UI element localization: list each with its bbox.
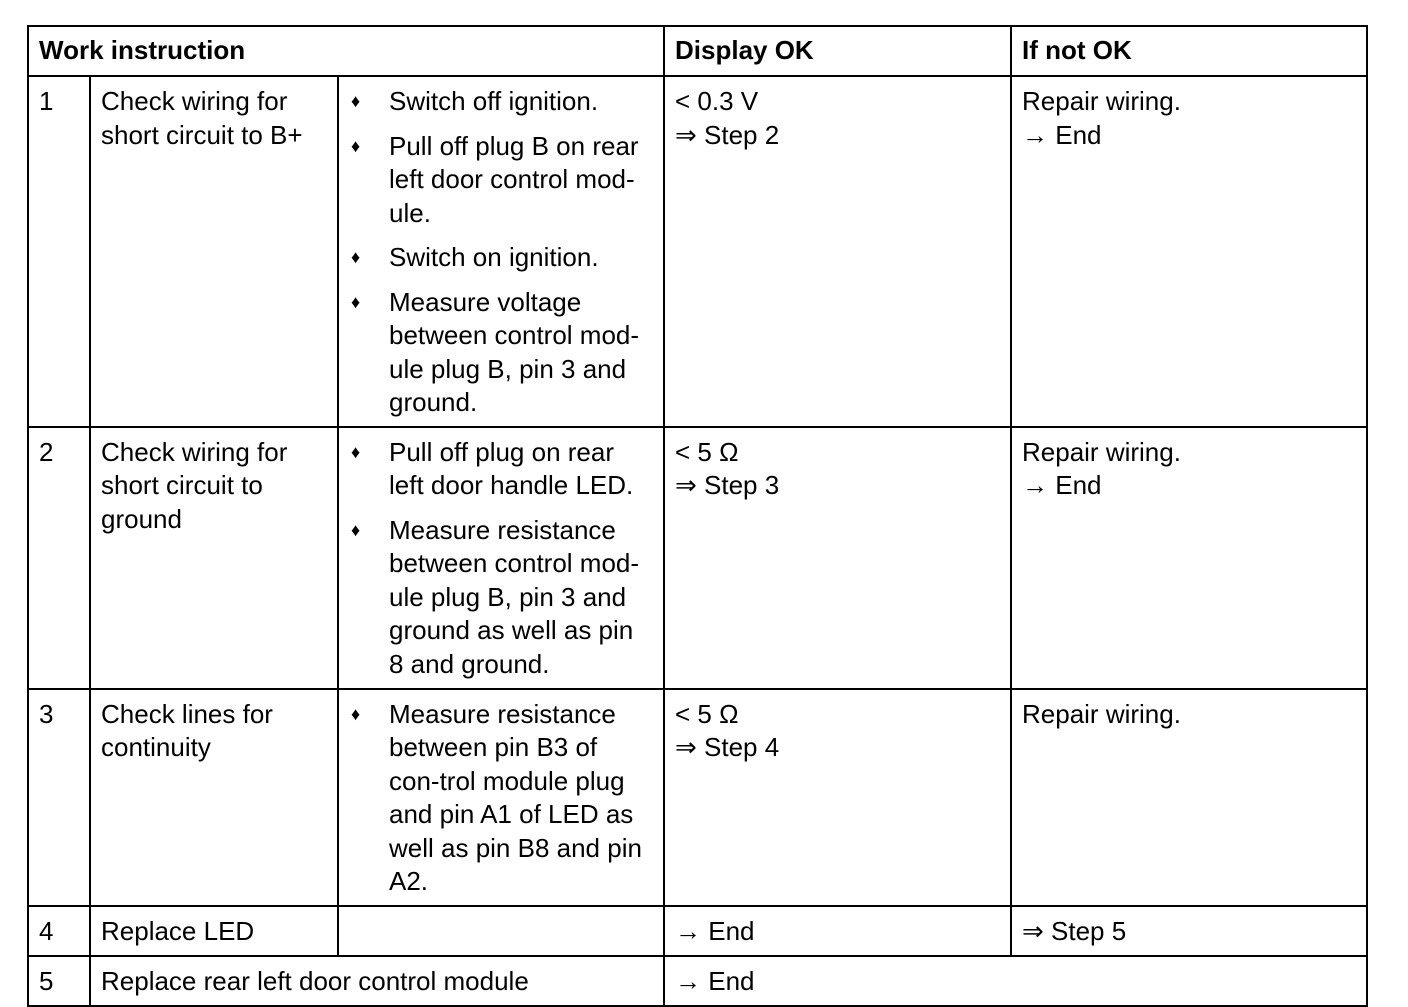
step-number: 5 — [28, 956, 90, 1006]
table-row — [28, 427, 1367, 689]
header-display-ok: Display OK — [664, 26, 1011, 76]
not-ok-action: Repair wiring. — [1022, 86, 1181, 116]
step-number: 2 — [28, 427, 90, 689]
table-header-row — [28, 26, 1367, 76]
check-description: Replace rear left door control module — [90, 956, 664, 1006]
display-ok-cell — [664, 76, 1011, 427]
header-if-not-ok: If not OK — [1011, 26, 1367, 76]
table-row — [28, 76, 1367, 427]
ok-next-step: ⇒ Step 3 — [675, 470, 780, 500]
if-not-ok-cell — [1011, 689, 1367, 906]
ok-next-step: → End — [675, 965, 755, 996]
header-work-instruction: Work instruction — [28, 26, 664, 76]
diamond-bullet-icon: ♦ — [351, 291, 361, 312]
if-not-ok-cell — [1011, 906, 1367, 956]
not-ok-next-step: → End — [1022, 119, 1102, 150]
display-ok-cell — [664, 427, 1011, 689]
check-description: Check wiring for short circuit to ground — [90, 427, 338, 689]
ok-value: < 5 Ω — [675, 436, 739, 467]
procedure-cell — [338, 689, 664, 906]
diamond-bullet-icon: ♦ — [351, 441, 361, 462]
procedure-item: ♦ Switch off ignition. — [349, 85, 653, 119]
procedure-cell — [338, 906, 664, 956]
not-ok-next-step: ⇒ Step 5 — [1022, 915, 1127, 946]
not-ok-next-step: → End — [1022, 470, 1102, 500]
ok-next-step: → End — [675, 915, 755, 946]
display-ok-cell — [664, 956, 1367, 1006]
table-row — [28, 956, 1367, 1006]
step-number: 3 — [28, 689, 90, 906]
diamond-bullet-icon: ♦ — [351, 247, 361, 267]
procedure-item: ♦ Measure resistance between pin B3 of con-trol module plug and pin A1 of LED as well as pin B8 and pin A2. — [351, 698, 642, 896]
not-ok-action: Repair wiring. — [1022, 698, 1181, 729]
if-not-ok-cell — [1011, 76, 1367, 427]
ok-value: < 5 Ω — [675, 698, 739, 729]
diamond-bullet-icon: ♦ — [351, 91, 361, 111]
check-description: Check lines for continuity — [90, 689, 338, 906]
diamond-bullet-icon: ♦ — [351, 703, 361, 724]
step-number: 1 — [28, 76, 90, 427]
ok-next-step: ⇒ Step 4 — [675, 732, 780, 762]
procedure-list — [349, 85, 653, 420]
not-ok-action: Repair wiring. — [1022, 436, 1181, 467]
diamond-bullet-icon: ♦ — [351, 519, 361, 540]
procedure-cell — [338, 76, 664, 427]
ok-value: < 0.3 V — [675, 86, 759, 116]
display-ok-cell — [664, 906, 1011, 956]
procedure-item: ♦ Measure voltage between control mod-ule plug B, pin 3 and ground. — [351, 286, 640, 417]
table-row — [28, 906, 1367, 956]
procedure-item: ♦ Measure resistance between control mod-ule plug B, pin 3 and ground as well as pin 8 and ground. — [351, 514, 640, 679]
if-not-ok-cell — [1011, 427, 1367, 689]
procedure-item: ♦ Pull off plug B on rear left door control mod-ule. — [351, 130, 639, 228]
check-description: Check wiring for short circuit to B+ — [90, 76, 338, 427]
procedure-item: ♦ Switch on ignition. — [349, 241, 653, 275]
diamond-bullet-icon: ♦ — [351, 135, 361, 156]
procedure-list — [349, 436, 653, 682]
work-instruction-table — [27, 25, 1368, 1007]
procedure-cell — [338, 427, 664, 689]
procedure-item: ♦ Pull off plug on rear left door handle LED. — [351, 436, 634, 500]
procedure-list — [349, 698, 653, 899]
display-ok-cell — [664, 689, 1011, 906]
table-row — [28, 689, 1367, 906]
ok-next-step: ⇒ Step 2 — [675, 119, 780, 150]
step-number: 4 — [28, 906, 90, 956]
check-description: Replace LED — [90, 906, 338, 956]
